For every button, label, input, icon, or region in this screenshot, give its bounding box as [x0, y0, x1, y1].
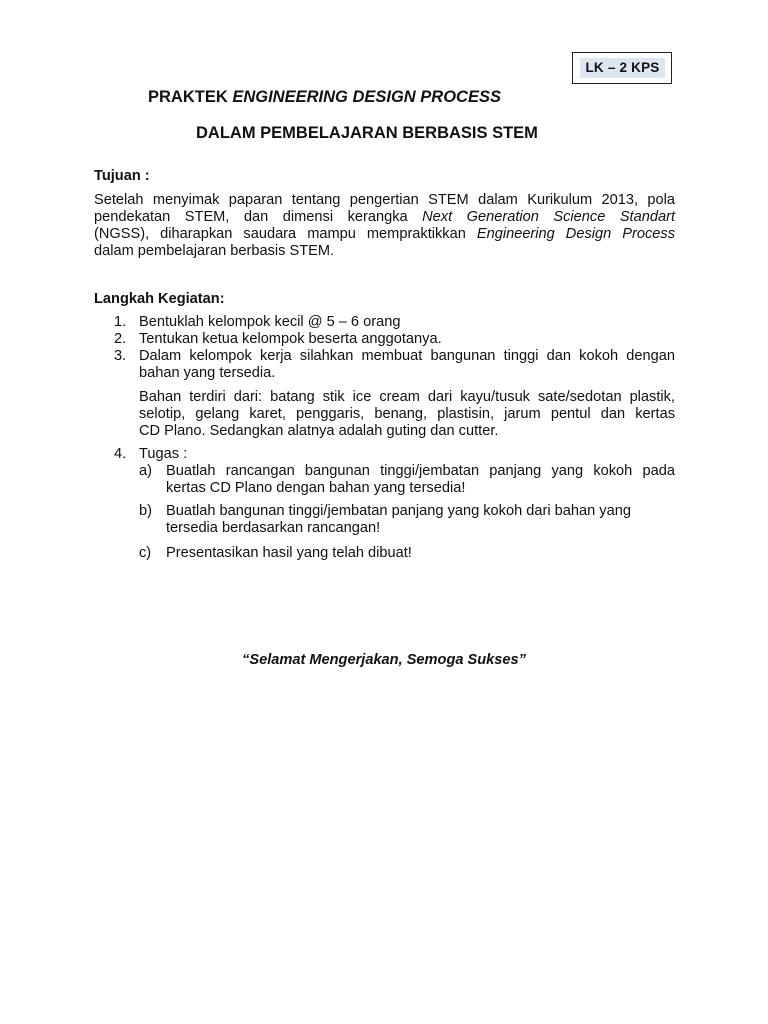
- ngss-term: Next Generation Science Standart: [422, 209, 675, 225]
- closing-message: “Selamat Mengerjakan, Semoga Sukses”: [242, 652, 526, 668]
- list-text-line-1: Dalam kelompok kerja silahkan membuat bangunan tinggi dan kokoh dengan: [139, 348, 675, 364]
- list-text: Tentukan ketua kelompok beserta anggotanya.: [139, 331, 442, 347]
- tujuan-line-3-text: (NGSS), diharapkan saudara mampu mempraktikkan: [94, 226, 477, 242]
- title-italic: ENGINEERING DESIGN PROCESS: [232, 88, 501, 106]
- sub-text-line-2: kertas CD Plano dengan bahan yang tersedia!: [166, 480, 466, 496]
- materials-line-1: Bahan terdiri dari: batang stik ice cream dari kayu/tusuk sate/sedotan plastik,: [139, 389, 675, 405]
- sub-text: [166, 545, 675, 562]
- tugas-label: Tugas :: [139, 446, 188, 462]
- sub-text-line-2: tersedia berdasarkan rancangan!: [166, 520, 381, 536]
- document-code: LK – 2 KPS: [580, 58, 665, 78]
- list-item: [94, 331, 675, 348]
- list-number: 3.: [114, 348, 127, 364]
- sub-text-line-1: Buatlah bangunan tinggi/jembatan panjang yang kokoh dari bahan yang: [166, 503, 631, 519]
- sub-item: [139, 463, 675, 497]
- list-number: 1.: [114, 314, 127, 330]
- sub-label: c): [139, 545, 152, 561]
- materials-line-3: CD Plano. Sedangkan alatnya adalah guting dan cutter.: [139, 423, 499, 439]
- document-code-box: [572, 52, 672, 84]
- tujuan-heading: Tujuan :: [94, 168, 150, 184]
- list-item: [94, 314, 675, 331]
- document-title: [148, 87, 501, 107]
- sub-text-line-1: Buatlah rancangan bangunan tinggi/jembatan panjang yang kokoh pada: [166, 463, 675, 479]
- langkah-heading: Langkah Kegiatan:: [94, 291, 225, 307]
- edp-term: Engineering Design Process: [476, 226, 675, 242]
- materials-line-2: selotip, gelang karet, penggaris, benang, plastisin, jarum pentul dan kertas: [139, 406, 675, 422]
- tujuan-line-2-text: pendekatan STEM, dan dimensi kerangka: [94, 209, 423, 225]
- list-text: Bentuklah kelompok kecil @ 5 – 6 orang: [139, 314, 401, 330]
- sub-text: [166, 503, 675, 537]
- list-text: [139, 348, 675, 382]
- tujuan-paragraph: [94, 192, 675, 260]
- sub-item: [139, 545, 675, 562]
- tujuan-line-3: [94, 226, 675, 243]
- list-item: [94, 348, 675, 382]
- tujuan-line-4: dalam pembelajaran berbasis STEM.: [94, 243, 335, 259]
- list-item: [94, 446, 675, 463]
- list-number: 2.: [114, 331, 127, 347]
- document-subtitle: DALAM PEMBELAJARAN BERBASIS STEM: [196, 124, 538, 142]
- title-prefix: PRAKTEK: [148, 88, 233, 106]
- list-text-line-2: bahan yang tersedia.: [139, 365, 276, 381]
- sub-text: [166, 463, 675, 497]
- list-number: 4.: [114, 446, 127, 462]
- sub-label: b): [139, 503, 152, 519]
- tujuan-line-2: [94, 209, 675, 226]
- tujuan-line-1: Setelah menyimak paparan tentang pengertian STEM dalam Kurikulum 2013, pola: [94, 192, 675, 208]
- materials-paragraph: [139, 389, 675, 440]
- sub-text-line-1: Presentasikan hasil yang telah dibuat!: [166, 545, 412, 561]
- sub-item: [139, 503, 675, 537]
- sub-label: a): [139, 463, 152, 479]
